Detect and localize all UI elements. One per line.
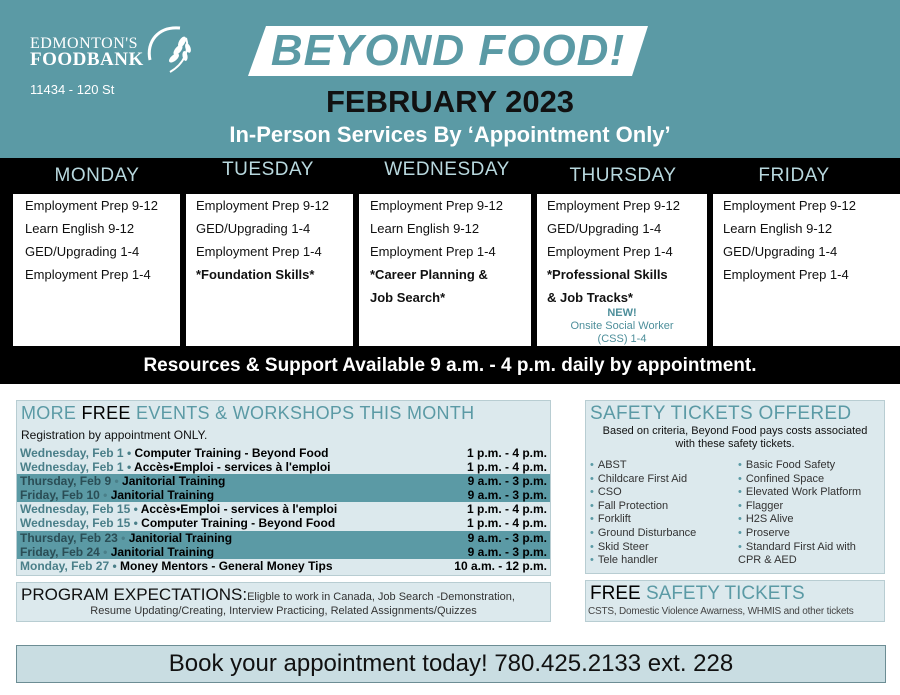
ticket-item: • Ground Disturbance (590, 526, 697, 539)
event-row: Wednesday, Feb 1 • Accès•Emploi - services à l'emploi 1 p.m. - 4 p.m. (20, 460, 547, 474)
ticket-item: • Fall Protection (590, 499, 669, 512)
events-note: Registration by appointment ONLY. (21, 428, 208, 442)
events-title-more: MORE (21, 403, 77, 423)
ticket-item: • CSO (590, 486, 622, 499)
new-label: NEW! (607, 307, 637, 319)
schedule-item: Employment Prep 9-12 (723, 198, 856, 213)
schedule-item: & Job Tracks* (547, 290, 633, 305)
schedule-item: GED/Upgrading 1-4 (723, 244, 838, 259)
logo-line1: EDMONTON'S (30, 35, 139, 52)
expectations-line1: Eligble to work in Canada, Job Search -Demonstration, (247, 591, 515, 603)
schedule-item: Job Search* (370, 290, 446, 305)
address: 11434 - 120 St (30, 82, 115, 97)
schedule-item: Learn English 9-12 (370, 221, 480, 236)
free-safety-tickets-panel (585, 580, 885, 622)
program-expectations (16, 582, 551, 622)
book-appointment-banner: Book your appointment today! 780.425.2133 ext. 228 (16, 645, 886, 683)
event-title: Computer Training - Beyond Food (134, 446, 329, 460)
monday-column (13, 194, 180, 346)
schedule-item: GED/Upgrading 1-4 (547, 221, 662, 236)
event-time: 9 a.m. - 3 p.m. (467, 545, 547, 559)
expectations-line2: Resume Updating/Creating, Interview Practicing, Related Assignments/Quizzes (90, 605, 477, 617)
event-title: Computer Training - Beyond Food (141, 516, 336, 530)
safety-desc-line2: with these safety tickets. (675, 438, 795, 450)
schedule-item: GED/Upgrading 1-4 (196, 221, 311, 236)
ticket-item: • Standard First Aid with (738, 540, 856, 553)
event-title: Money Mentors - General Money Tips (120, 559, 333, 573)
event-date: Wednesday, Feb 1 (20, 446, 124, 460)
ticket-item: • Confined Space (738, 472, 825, 485)
tickets-left-list (590, 459, 696, 568)
ticket-item: • Elevated Work Platform (738, 486, 862, 499)
free-title-rest: SAFETY TICKETS (645, 583, 805, 604)
event-time: 1 p.m. - 4 p.m. (466, 516, 547, 530)
schedule-item: Employment Prep 1-4 (25, 267, 151, 282)
subtitle: In-Person Services By ‘Appointment Only’ (229, 122, 671, 147)
schedule-item: *Professional Skills (547, 267, 668, 282)
days-header-bar (0, 158, 900, 194)
safety-description (586, 425, 884, 451)
ticket-item: • Proserve (738, 526, 790, 539)
event-title: Janitorial Training (110, 488, 215, 502)
schedule-item: Learn English 9-12 (723, 221, 833, 236)
schedule-item: Employment Prep 1-4 (196, 244, 322, 259)
event-date: Thursday, Feb 23 (20, 531, 118, 545)
event-title: Janitorial Training (128, 531, 233, 545)
event-title: Accès•Emploi - services à l'emploi (134, 460, 331, 474)
event-row: Monday, Feb 27 • Money Mentors - General Money Tips 10 a.m. - 12 p.m. (20, 559, 547, 573)
event-row: Wednesday, Feb 15 • Computer Training - Beyond Food 1 p.m. - 4 p.m. (20, 516, 547, 530)
free-word: FREE (590, 583, 641, 604)
ticket-item: • Flagger (738, 499, 784, 512)
social-worker-line2: (CSS) 1-4 (597, 333, 647, 345)
day-thursday: THURSDAY (569, 165, 677, 186)
schedule-item: Employment Prep 1-4 (547, 244, 673, 259)
event-date: Thursday, Feb 9 (20, 474, 112, 488)
event-title: Janitorial Training (110, 545, 215, 559)
schedule-item: Employment Prep 1-4 (723, 267, 849, 282)
events-title-rest: EVENTS & WORKSHOPS THIS MONTH (136, 403, 475, 423)
ticket-item: • Tele handler (590, 554, 658, 567)
event-row: Wednesday, Feb 15 • Accès•Emploi - services à l'emploi 1 p.m. - 4 p.m. (20, 502, 547, 516)
event-date: Wednesday, Feb 1 (20, 460, 124, 474)
events-title (21, 403, 474, 424)
banner-title: BEYOND FOOD! (270, 26, 626, 75)
tuesday-column (186, 194, 353, 346)
day-friday: FRIDAY (758, 165, 830, 186)
safety-desc-line1: Based on criteria, Beyond Food pays costs associated (602, 425, 868, 437)
events-panel (16, 400, 551, 576)
ticket-item: • Childcare First Aid (590, 472, 688, 485)
month-title: FEBRUARY 2023 (325, 84, 575, 119)
schedule-item: *Foundation Skills* (196, 267, 315, 282)
schedule-item: Employment Prep 9-12 (196, 198, 329, 213)
event-row: Wednesday, Feb 1 • Computer Training - Beyond Food 1 p.m. - 4 p.m. (20, 446, 547, 460)
foodbank-logo (30, 36, 144, 68)
friday-column (713, 194, 900, 346)
free-tickets-desc: CSTS, Domestic Violence Awarness, WHMIS and other tickets (588, 606, 854, 617)
schedule-item: Employment Prep 9-12 (25, 198, 158, 213)
event-date: Wednesday, Feb 15 (20, 502, 131, 516)
event-title: Janitorial Training (122, 474, 226, 488)
event-date: Wednesday, Feb 15 (20, 516, 131, 530)
event-title: Accès•Emploi - services à l'emploi (140, 502, 338, 516)
safety-tickets-panel (585, 400, 885, 574)
day-wednesday: WEDNESDAY (384, 159, 510, 180)
schedule-item: GED/Upgrading 1-4 (25, 244, 140, 259)
schedule-item: Employment Prep 1-4 (370, 244, 496, 259)
expectations-heading: PROGRAM EXPECTATIONS: (21, 585, 248, 604)
tickets-right-list (738, 459, 861, 568)
free-tickets-title (590, 583, 805, 605)
header (0, 0, 900, 158)
expectations-heading-line (21, 585, 515, 605)
event-date: Monday, Feb 27 (20, 559, 110, 573)
ticket-item: • ABST (590, 459, 627, 471)
schedule-item: Employment Prep 9-12 (547, 198, 680, 213)
safety-title: SAFETY TICKETS OFFERED (590, 403, 852, 424)
event-time: 9 a.m. - 3 p.m. (467, 531, 547, 545)
event-row: Friday, Feb 24 • Janitorial Training 9 a.m. - 3 p.m. (17, 545, 550, 559)
social-worker-line1: Onsite Social Worker (570, 320, 674, 332)
schedule-item: *Career Planning & (370, 267, 488, 282)
event-time: 10 a.m. - 12 p.m. (454, 559, 547, 573)
ticket-item: • Forklift (590, 513, 631, 526)
beyond-food-banner (248, 24, 648, 78)
ticket-item: • Basic Food Safety (738, 459, 836, 471)
event-time: 1 p.m. - 4 p.m. (466, 502, 547, 516)
ticket-item: • Skid Steer (590, 540, 649, 553)
event-row: Friday, Feb 10 • Janitorial Training 9 a.m. - 3 p.m. (17, 488, 550, 502)
wednesday-column (359, 194, 531, 346)
event-time: 9 a.m. - 3 p.m. (467, 474, 547, 488)
events-title-free: FREE (81, 403, 131, 423)
day-monday: MONDAY (54, 165, 140, 186)
schedule-item: Employment Prep 9-12 (370, 198, 503, 213)
ticket-item: • H2S Alive (738, 513, 794, 526)
wheat-icon (140, 24, 194, 76)
event-row: Thursday, Feb 9 • Janitorial Training 9 a.m. - 3 p.m. (17, 474, 550, 488)
event-time: 1 p.m. - 4 p.m. (466, 446, 547, 460)
ticket-item-cont: CPR & AED (738, 554, 797, 567)
event-date: Friday, Feb 10 (20, 488, 100, 502)
resources-banner: Resources & Support Available 9 a.m. - 4 p.m. daily by appointment. (0, 348, 900, 384)
schedule-grid (0, 194, 900, 348)
day-tuesday: TUESDAY (222, 159, 314, 180)
schedule-item: Learn English 9-12 (25, 221, 135, 236)
event-time: 9 a.m. - 3 p.m. (467, 488, 547, 502)
event-time: 1 p.m. - 4 p.m. (466, 460, 547, 474)
event-date: Friday, Feb 24 (20, 545, 100, 559)
logo-line2: FOODBANK (30, 49, 144, 70)
event-row: Thursday, Feb 23 • Janitorial Training 9 a.m. - 3 p.m. (17, 531, 550, 545)
thursday-column (537, 194, 707, 346)
